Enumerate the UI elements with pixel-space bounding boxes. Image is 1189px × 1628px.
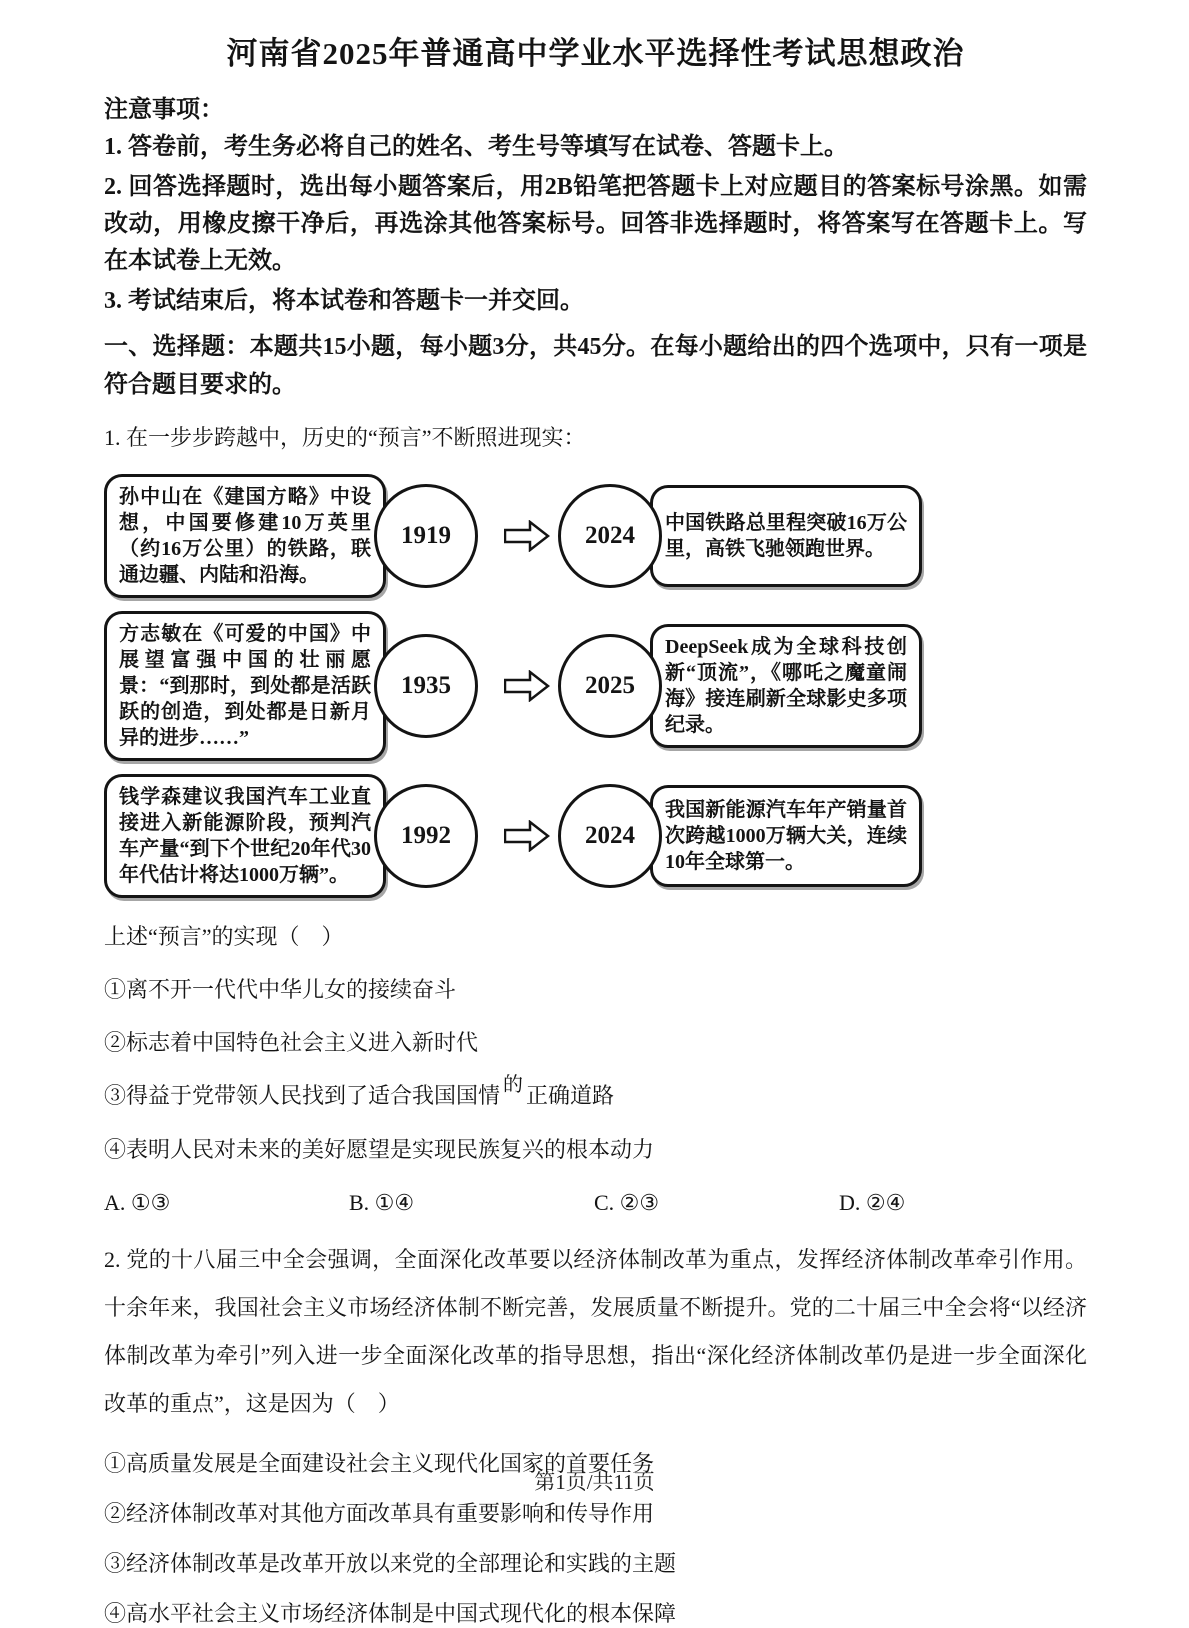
section-heading: 一、选择题：本题共15小题，每小题3分，共45分。在每小题给出的四个选项中，只有一项是符合题目要求的。 (104, 334, 1087, 398)
q1-question-line: 上述“预言”的实现（ ） (104, 924, 344, 949)
question-2-stem: 2. 党的十八届三中全会强调，全面深化改革要以经济体制改革为重点，发挥经济体制改革牵引作用。十余年来，我国社会主义市场经济体制不断完善，发展质量不断提升。党的二十届三中全会将“以经济体制改革为牵引”列入进一步全面深化改革的指导思想，指出“深化经济体制改革仍是进一步全面深化改革的重点”，这是因为（ ） (104, 1247, 1087, 1416)
right-arrow-icon (504, 670, 550, 702)
year-circle-from: 1992 (374, 784, 478, 888)
notice-item-3: 3. 考试结束后，将本试卷和答题卡一并交回。 (104, 288, 584, 314)
year-circle-to: 2024 (558, 484, 662, 588)
choice-c: C. ②③ (594, 1190, 660, 1215)
q1-prophecy-diagram (104, 474, 1087, 898)
page-title: 河南省2025年普通高中学业水平选择性考试思想政治 (226, 36, 965, 71)
q1-statement-3-post: 正确道路 (526, 1083, 615, 1108)
q1-answer-choices (104, 1190, 1087, 1216)
prophecy-box-left: 钱学森建议我国汽车工业直接进入新能源阶段，预判汽车产量“到下个世纪20年代30年代估计将达1000万辆”。 (104, 774, 386, 898)
fulfillment-box-right: 我国新能源汽车年产销量首次跨越1000万辆大关，连续10年全球第一。 (650, 785, 922, 887)
prophecy-box-left: 孙中山在《建国方略》中设想，中国要修建10万英里（约16万公里）的铁路，联通边疆、内陆和沿海。 (104, 474, 386, 598)
year-circle-from: 1935 (374, 634, 478, 738)
q2-statement-4: ④高水平社会主义市场经济体制是中国式现代化的根本保障 (104, 1601, 677, 1626)
diagram-row-2 (104, 611, 1087, 761)
q2-statement-3: ③经济体制改革是改革开放以来党的全部理论和实践的主题 (104, 1551, 677, 1576)
choice-d: D. ②④ (839, 1190, 906, 1215)
notice-item-2: 2. 回答选择题时，选出每小题答案后，用2B铅笔把答题卡上对应题目的答案标号涂黑。如需改动，用橡皮擦干净后，再选涂其他答案标号。回答非选择题时，将答案写在答题卡上。写在本试卷上无效。 (104, 174, 1087, 274)
year-circle-to: 2024 (558, 784, 662, 888)
prophecy-box-left: 方志敏在《可爱的中国》中展望富强中国的壮丽愿景：“到那时，到处都是活跃跃的创造，到处都是日新月异的进步……” (104, 611, 386, 761)
notices-heading: 注意事项： (104, 97, 224, 123)
right-arrow-icon (504, 520, 550, 552)
fulfillment-box-right: DeepSeek成为全球科技创新“顶流”，《哪吒之魔童闹海》接连刷新全球影史多项纪录。 (650, 624, 922, 748)
q1-statement-2: ②标志着中国特色社会主义进入新时代 (104, 1030, 479, 1055)
q1-statement-3 (104, 1074, 1087, 1111)
fulfillment-box-right: 中国铁路总里程突破16万公里，高铁飞驰领跑世界。 (650, 485, 922, 587)
q2-statement-2: ②经济体制改革对其他方面改革具有重要影响和传导作用 (104, 1501, 655, 1526)
choice-a: A. ①③ (104, 1190, 171, 1215)
choice-b: B. ①④ (349, 1190, 415, 1215)
q1-statement-3-pre: ③得益于党带领人民找到了适合我国国情 (104, 1083, 501, 1108)
q1-statement-4: ④表明人民对未来的美好愿望是实现民族复兴的根本动力 (104, 1137, 655, 1162)
notice-item-1: 1. 答卷前，考生务必将自己的姓名、考生号等填写在试卷、答题卡上。 (104, 134, 848, 160)
q2-statement-1: ①高质量发展是全面建设社会主义现代化国家的首要任务 (104, 1451, 655, 1476)
year-circle-to: 2025 (558, 634, 662, 738)
q1-statement-3-superscript: 的 (503, 1074, 524, 1096)
right-arrow-icon (504, 820, 550, 852)
diagram-row-3 (104, 774, 1087, 898)
year-circle-from: 1919 (374, 484, 478, 588)
question-1-stem: 1. 在一步步跨越中，历史的“预言”不断照进现实： (104, 425, 586, 450)
diagram-row-1 (104, 474, 1087, 598)
q1-statement-1: ①离不开一代代中华儿女的接续奋斗 (104, 977, 457, 1002)
page-footer: 第1页/共11页 (534, 1470, 655, 1494)
